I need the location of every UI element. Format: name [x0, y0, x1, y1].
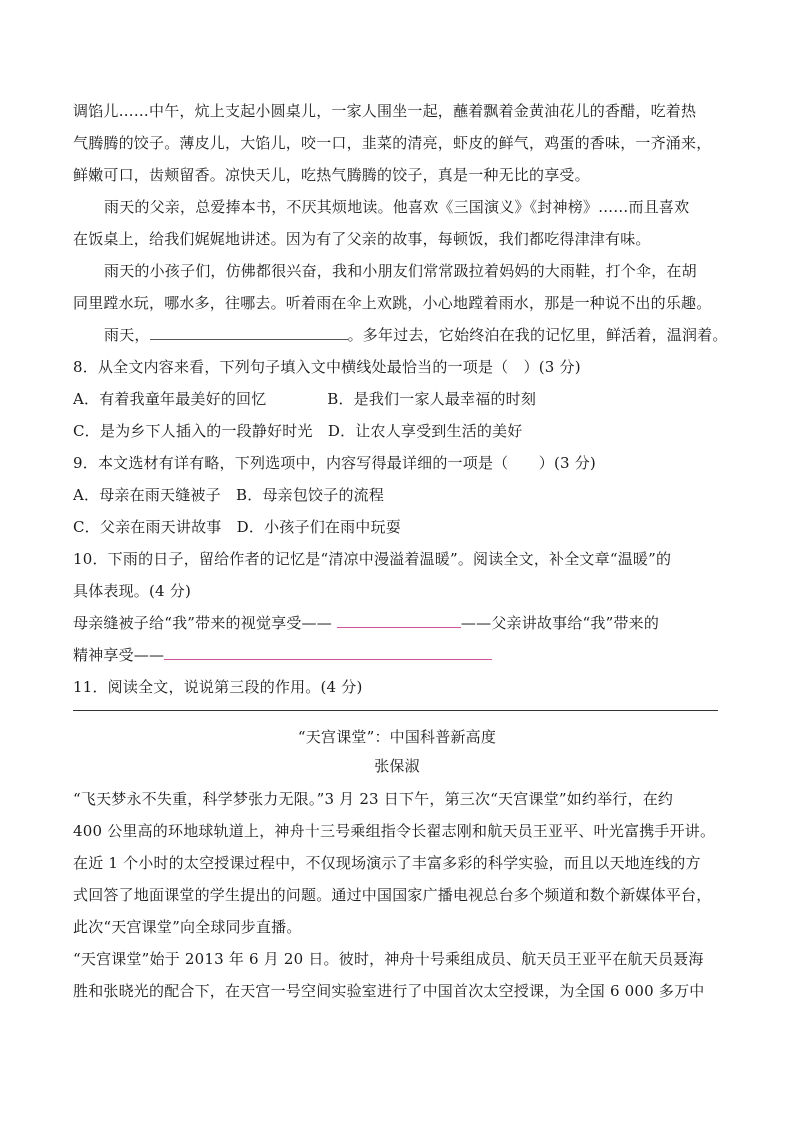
article-para1-line3: 在近 1 个小时的太空授课过程中，不仅现场演示了丰富多彩的科学实验，而且以天地连线的方 — [73, 854, 701, 872]
q9-options-row1: A．母亲在雨天缝被子 B．母亲包饺子的流程 — [73, 486, 385, 504]
story-para4 — [104, 325, 728, 345]
para4-fill-blank[interactable] — [150, 325, 348, 340]
q10-fill-line2 — [73, 645, 492, 665]
question-8: 8．从全文内容来看，下列句子填入文中横线处最恰当的一项是（ ）(3 分) — [73, 358, 581, 376]
story-para4-start: 雨天， — [104, 326, 150, 344]
article-para1-line4: 式回答了地面课堂的学生提出的问题。通过中国国家广播电视总台多个频道和数个新媒体平台， — [73, 886, 712, 904]
story-para1-line3: 鲜嫩可口，齿颊留香。凉快天儿，吃热气腾腾的饺子，真是一种无比的享受。 — [73, 166, 590, 184]
story-para2-line1: 雨天的父亲，总爱捧本书，不厌其烦地读。他喜欢《三国演义》《封神榜》……而且喜欢 — [104, 198, 690, 216]
question-11: 11．阅读全文，说说第三段的作用。(4 分) — [73, 678, 363, 696]
story-para3-line2: 同里蹚水玩，哪水多，往哪去。听着雨在伞上欢跳，小心地蹚着雨水，那是一种说不出的乐趣。 — [73, 294, 712, 312]
story-para2-line2: 在饭桌上，给我们娓娓地讲述。因为有了父亲的故事，每顿饭，我们都吃得津津有味。 — [73, 230, 651, 248]
question-10-line1: 10．下雨的日子，留给作者的记忆是“清凉中漫溢着温暖”。阅读全文，补全文章“温暖”的 — [73, 550, 672, 568]
q8-options-row1: A．有着我童年最美好的回忆 B．是我们一家人最幸福的时刻 — [73, 390, 537, 408]
q10-fill-b: ——父亲讲故事给“我”带来的 — [460, 614, 660, 632]
q9-options-row2: C．父亲在雨天讲故事 D．小孩子们在雨中玩耍 — [73, 518, 401, 536]
question-10-line2: 具体表现。(4 分) — [73, 582, 192, 600]
story-para3-line1: 雨天的小孩子们，仿佛都很兴奋，我和小朋友们常常趿拉着妈妈的大雨鞋，打个伞，在胡 — [104, 262, 697, 280]
article-para2-line1: “天宫课堂”始于 2013 年 6 月 20 日。彼时，神舟十号乘组成员、航天员王亚平在航天员聂海 — [73, 950, 704, 968]
article-para1-line2: 400 公里高的环地球轨道上，神舟十三号乘组指令长翟志刚和航天员王亚平、叶光富携手开讲。 — [73, 822, 716, 840]
story-para1-line1: 调馅儿……中午，炕上支起小圆桌儿，一家人围坐一起，蘸着飘着金黄油花儿的香醋，吃着热 — [73, 102, 697, 120]
article-title: “天宫课堂”：中国科普新高度 — [297, 728, 497, 746]
story-para4-end: 。多年过去，它始终泊在我的记忆里，鲜活着，温润着。 — [347, 326, 728, 344]
q10-fill-line1 — [73, 613, 659, 633]
q10-answer-blank-1[interactable] — [337, 613, 461, 628]
article-para1-line1: “飞天梦永不失重，科学梦张力无限。”3 月 23 日下午，第三次“天宫课堂”如约举行，在约 — [73, 790, 674, 808]
section-divider — [73, 710, 718, 711]
story-para1-line2: 气腾腾的饺子。薄皮儿，大馅儿，咬一口，韭菜的清亮，虾皮的鲜气，鸡蛋的香味，一齐涌来， — [73, 134, 712, 152]
q10-answer-blank-2[interactable] — [164, 645, 492, 660]
q10-fill-a: 母亲缝被子给“我”带来的视觉享受—— — [73, 614, 332, 632]
article-para1-line5: 此次“天宫课堂”向全球同步直播。 — [73, 918, 302, 936]
q10-fill-c: 精神享受—— — [73, 646, 165, 664]
q8-options-row2: C．是为乡下人插入的一段静好时光 D．让农人享受到生活的美好 — [73, 422, 523, 440]
article-para2-line2: 胜和张晓光的配合下，在天宫一号空间实验室进行了中国首次太空授课，为全国 6 000 多万中 — [73, 982, 705, 1000]
article-author: 张保淑 — [374, 757, 420, 775]
question-9: 9．本文选材有详有略，下列选项中，内容写得最详细的一项是（ ）(3 分) — [73, 454, 596, 472]
